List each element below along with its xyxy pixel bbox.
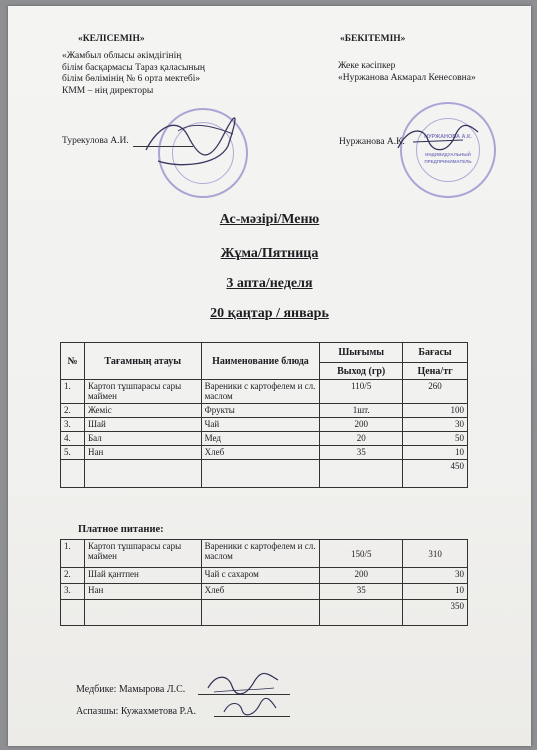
left-approval-heading: «КЕЛІСЕМІН» (78, 34, 145, 44)
left-signature-icon (138, 106, 248, 176)
row-name-ru: Хлеб (201, 584, 320, 600)
right-approval-block (338, 61, 476, 84)
row-price: 10 (403, 584, 468, 600)
row-yield: 35 (320, 584, 403, 600)
row-name-kz: Картоп тұшпарасы сары маймен (84, 380, 201, 404)
left-line-3: білім бөлімінің № 6 орта мектебі» (62, 74, 201, 84)
row-num: 2. (61, 568, 85, 584)
row-price: 100 (403, 404, 468, 418)
menu-title: Ас-мәзірі/Меню (219, 212, 320, 227)
left-approval-block (62, 51, 205, 97)
right-signer: Нуржанова А.К. (339, 137, 405, 147)
row-name-kz: Жеміс (84, 404, 201, 418)
table-row (61, 432, 468, 446)
row-num: 3. (61, 418, 85, 432)
paid-menu-table (60, 539, 468, 626)
row-name-ru: Чай с сахаром (201, 568, 320, 584)
header-name-kz: Тағамның атауы (84, 343, 201, 380)
left-signer: Турекулова А.И. (62, 136, 129, 146)
date-title: 20 қаңтар / январь (210, 306, 329, 321)
header-price-kz: Бағасы (403, 343, 468, 363)
row-num: 3. (61, 584, 85, 600)
nurse-label: Медбике: Мамырова Л.С. (76, 684, 186, 695)
row-num: 2. (61, 404, 85, 418)
table-row (61, 446, 468, 460)
row-name-ru: Вареники с картофелем и сл. маслом (201, 380, 320, 404)
row-num: 1. (61, 540, 85, 568)
week-title: 3 апта/неделя (226, 276, 313, 291)
header-name-ru: Наименование блюда (201, 343, 320, 380)
row-name-ru: Вареники с картофелем и сл. маслом (201, 540, 320, 568)
table-row (61, 540, 468, 568)
cook-label: Аспазшы: Кужахметова Р.А. (76, 706, 197, 717)
left-line-1: «Жамбыл облысы әкімдігінің (62, 51, 182, 61)
row-name-ru: Фрукты (201, 404, 320, 418)
row-yield: 20 (320, 432, 403, 446)
right-seal-ring-text: ИНДИВИДУАЛЬНЫЙ ПРЕДПРИНИМАТЕЛЬ (424, 152, 472, 164)
left-line-2: білім басқармасы Тараз қаласының (62, 62, 205, 73)
table-total-row (61, 600, 468, 626)
row-name-kz: Бал (84, 432, 201, 446)
table-row (61, 568, 468, 584)
row-price: 30 (403, 418, 468, 432)
right-seal-center-text: НУРЖАНОВА А.К. (424, 134, 472, 140)
row-price: 260 (403, 380, 468, 404)
right-line-1: Жеке кәсіпкер (338, 61, 396, 71)
paid-section-title: Платное питание: (78, 524, 164, 535)
document-page (8, 6, 531, 746)
row-name-ru: Хлеб (201, 446, 320, 460)
header-price-ru: Цена/тг (403, 363, 468, 380)
row-price: 310 (403, 540, 468, 568)
header-yield-kz: Шығымы (320, 343, 403, 363)
header-yield-ru: Выход (гр) (320, 363, 403, 380)
row-name-ru: Мед (201, 432, 320, 446)
row-num: 1. (61, 380, 85, 404)
paid-total-price: 350 (403, 600, 468, 626)
row-yield: 1шт. (320, 404, 403, 418)
table-row (61, 584, 468, 600)
row-name-kz: Нан (84, 446, 201, 460)
right-signature-icon (393, 118, 483, 158)
row-num: 4. (61, 432, 85, 446)
row-name-kz: Шай қантпен (84, 568, 201, 584)
row-name-ru: Чай (201, 418, 320, 432)
cook-signature-icon (220, 696, 280, 720)
right-approval-heading: «БЕКІТЕМІН» (340, 34, 406, 44)
row-yield: 150/5 (320, 540, 403, 568)
row-name-kz: Картоп тұшпарасы сары маймен (84, 540, 201, 568)
row-name-kz: Шай (84, 418, 201, 432)
table-row (61, 418, 468, 432)
table-total-row (61, 460, 468, 488)
main-menu-table (60, 342, 468, 488)
row-num: 5. (61, 446, 85, 460)
row-yield: 110/5 (320, 380, 403, 404)
row-yield: 35 (320, 446, 403, 460)
row-yield: 200 (320, 418, 403, 432)
table-row (61, 404, 468, 418)
total-price: 450 (403, 460, 468, 488)
left-line-4: КММ – нің директоры (62, 85, 154, 96)
day-title: Жұма/Пятница (220, 246, 319, 261)
right-line-2: «Нуржанова Акмарал Кенесовна» (338, 72, 476, 83)
header-num: № (61, 343, 85, 380)
row-price: 50 (403, 432, 468, 446)
row-name-kz: Нан (84, 584, 201, 600)
row-yield: 200 (320, 568, 403, 584)
row-price: 30 (403, 568, 468, 584)
table-row (61, 380, 468, 404)
row-price: 10 (403, 446, 468, 460)
